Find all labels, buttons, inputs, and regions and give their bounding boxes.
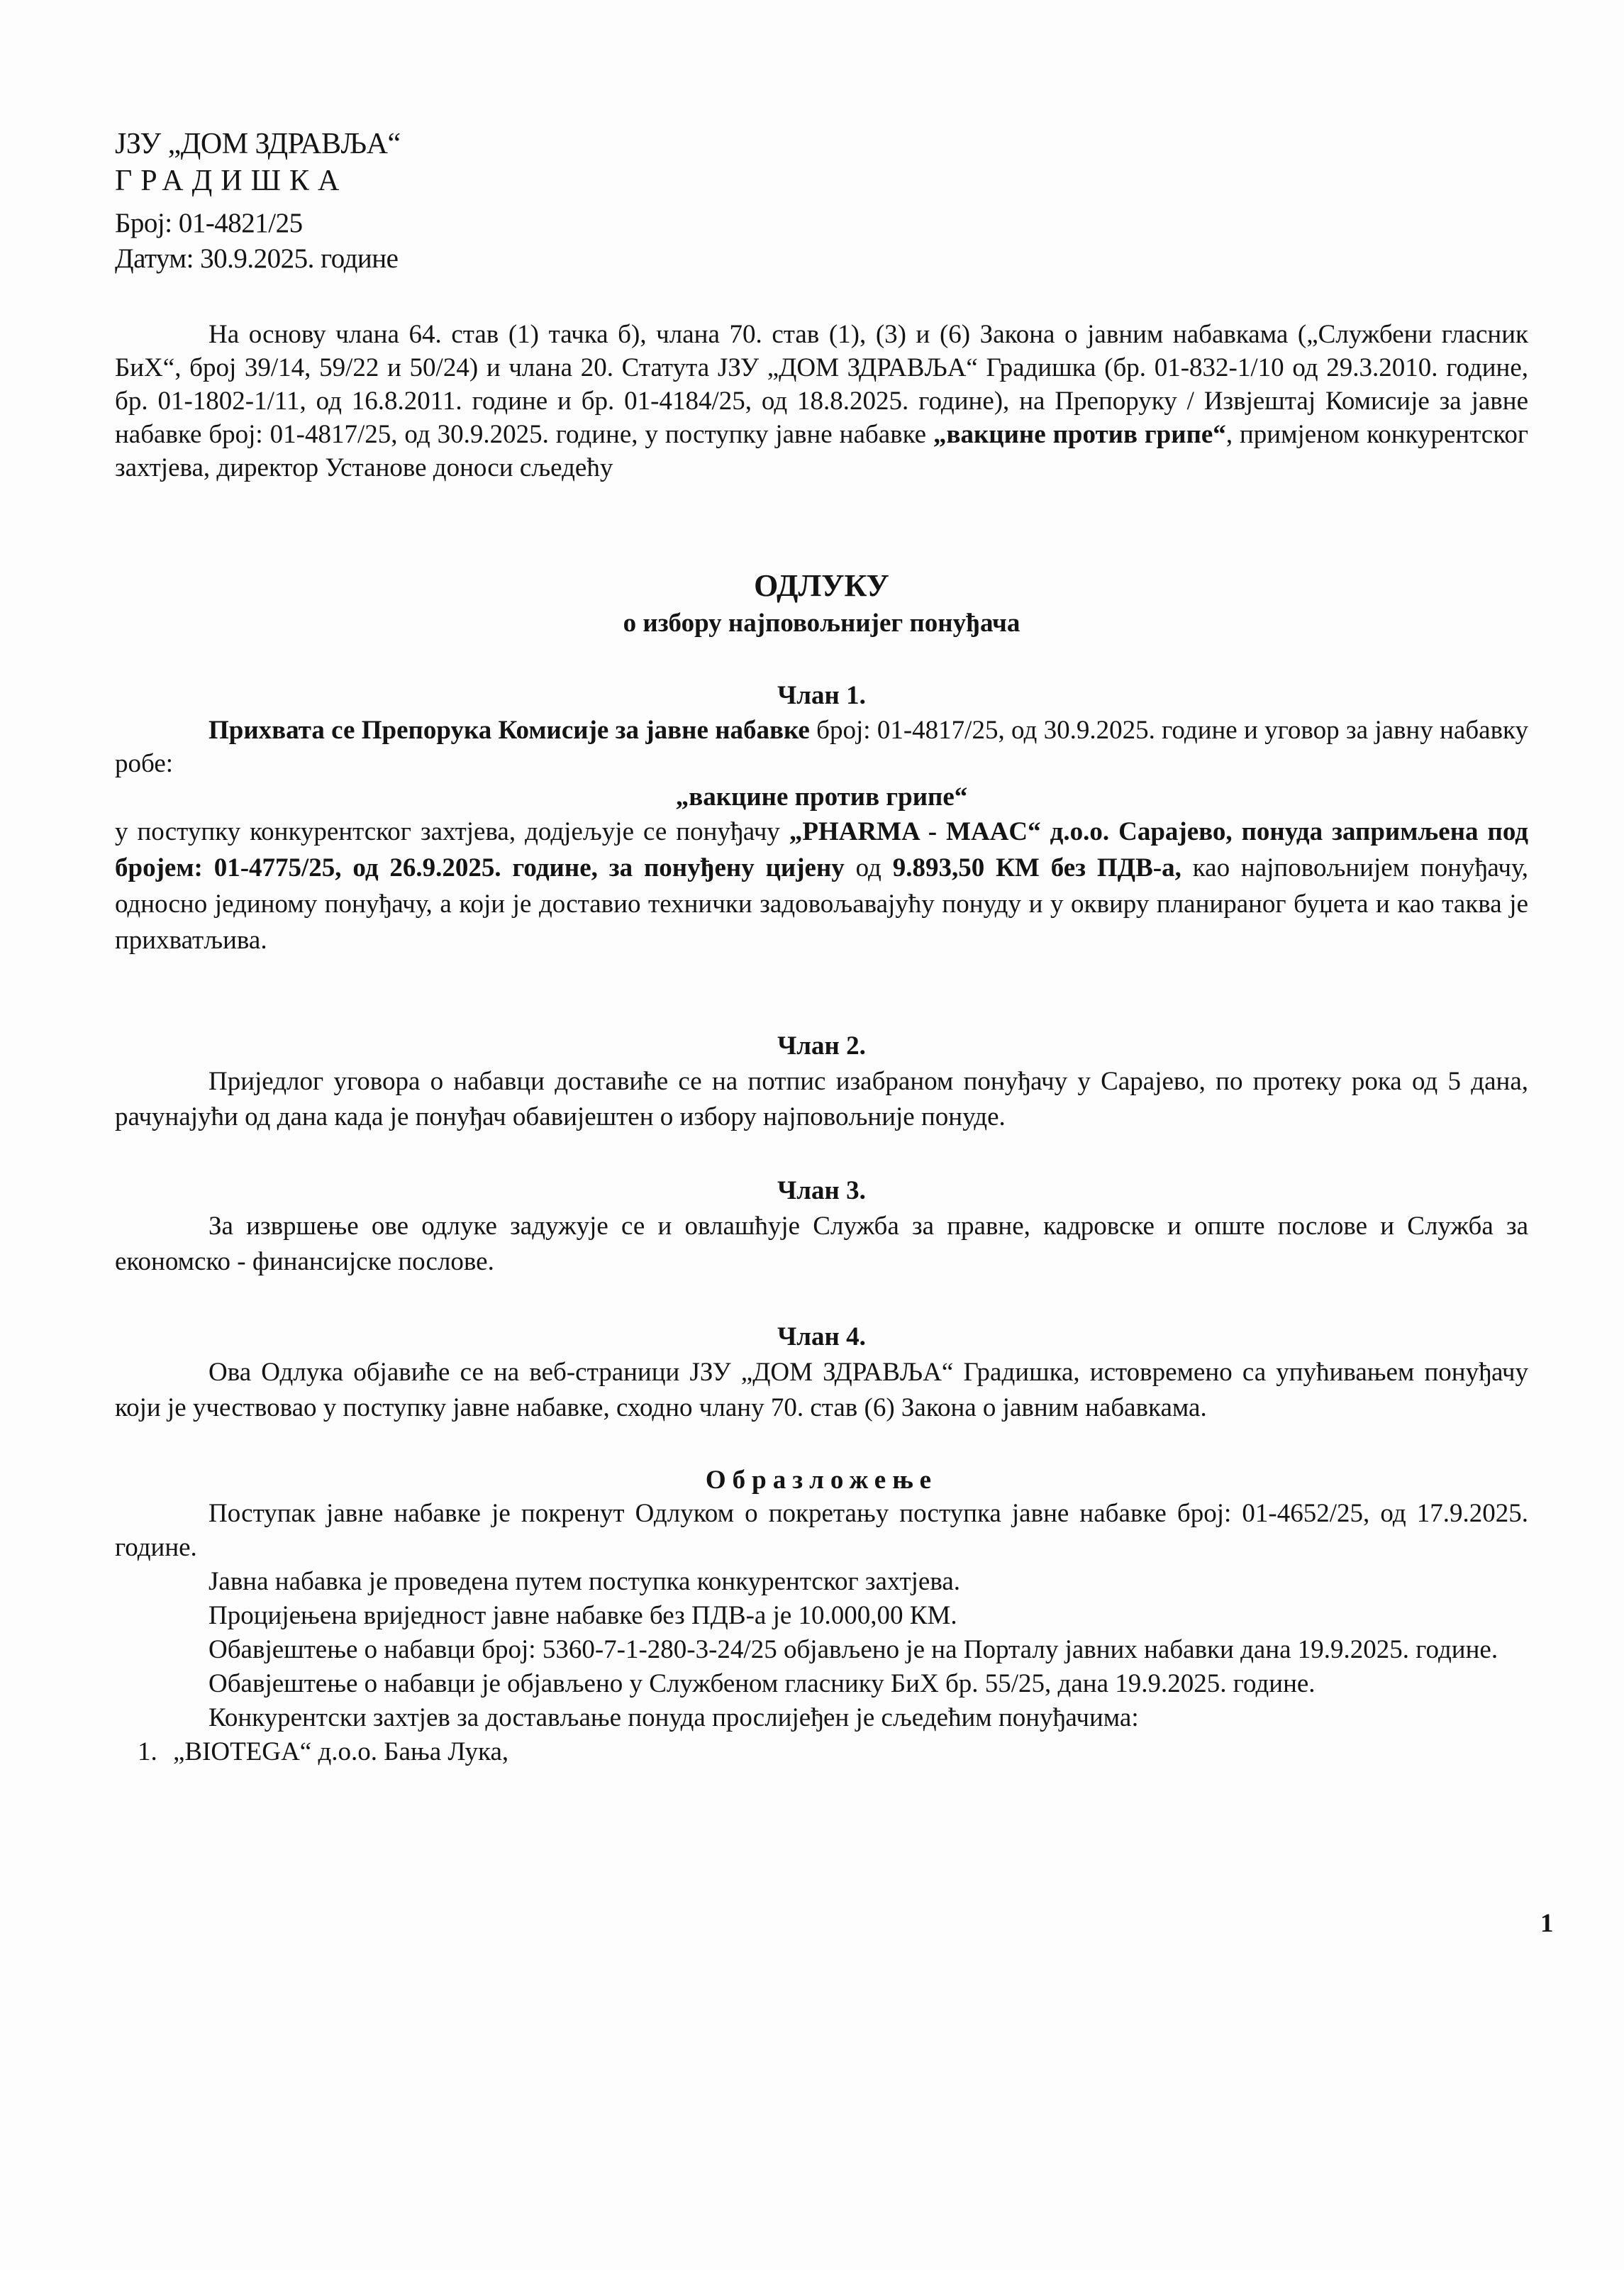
article-1-paragraph-1 (115, 714, 1528, 780)
article-4-heading: Члан 4. (777, 1322, 866, 1351)
reasoning-paragraph: Процијењена вриједност јавне набавке без ПДВ-а је 10.000,00 КМ. (208, 1601, 957, 1630)
article-2-paragraph: Приједлог уговора о набавци доставиће се на потпис изабраном понуђачу у Сарајево, по протеку рока од 5 дана, рачунајући од дана када је понуђач обавијештен о избору најповољније понуде. (115, 1067, 1528, 1131)
article-1-heading: Члан 1. (777, 681, 866, 710)
article-1-subject: „вакцине против грипе“ (675, 782, 968, 812)
preamble-paragraph (115, 318, 1528, 485)
article-1-accept-bold: Прихвата се Препорука Комисије за јавне набавке (208, 716, 810, 745)
connector-text: од (844, 853, 893, 882)
reasoning-paragraph: Конкурентски захтјев за достављање понуда прослијеђен је сљедећим понуђачима: (208, 1703, 1139, 1732)
reasoning-heading: Образложење (705, 1466, 938, 1495)
decision-title: ОДЛУКУ (754, 568, 889, 603)
preamble-text-1: На основу члана 64. став (1) тачка б), члана 70. став (1), (3) и (6) Закона о јавним набавкама („Службени гласник БиХ“, број 39/14, 59/22 и 50/24) и члана 20. Статута ЈЗУ „ДОМ ЗДРАВЉА“ Градишка (бр. 01-832-1/10 од 29.3.2010. године, бр. 01-1802-1/11, од 16.8.2011. године и бр. 01-4184/25, од 18.8.2025. године), на Препоруку / Извјештај Комисије за јавне набавке број: 01-4817/25, од 30.9.2025. године, у поступку јавне набавке (115, 320, 1528, 449)
page-number: 1 (1540, 1909, 1554, 1938)
bidder-list-item (115, 1735, 1528, 1769)
reasoning-paragraph: Поступак јавне набавке је покренут Одлуком о покретању поступка јавне набавке број: 01-4652/25, од 17.9.2025. године. (115, 1499, 1528, 1562)
article-1-accept-rest: број: 01-4817/25, од 30.9.2025. године и уговор за јавну набавку робе: (115, 716, 1529, 778)
reasoning-paragraph: Јавна набавка је проведена путем поступка конкурентског захтјева. (208, 1567, 961, 1596)
article-3-heading: Члан 3. (777, 1176, 866, 1205)
article-3-paragraph: За извршење ове одлуке задужује се и овлашћује Служба за правне, кадровске и опште послове и Служба за економско - финансијске послове. (115, 1212, 1528, 1276)
bid-number: бројем: 01-4775/25, од 26.9.2025. године, за понуђену цијену (115, 853, 845, 882)
decision-subtitle: о избору најповољнијег понуђача (623, 609, 1020, 638)
article-1-award-rest: као најповољнијем понуђачу, односно јединому понуђачу, а који је доставио технички задовољавајућу понуду и у оквиру планираног буџета и као таква је прихватљива. (115, 853, 1528, 955)
document-date: Датум: 30.9.2025. године (115, 243, 399, 274)
institution-city: ГРАДИШКА (115, 165, 348, 197)
selected-bidder: „PHARMA - MAAC“ д.о.о. Сарајево, понуда запримљена под (789, 817, 1528, 846)
bid-price: 9.893,50 КМ без ПДВ-а, (892, 853, 1181, 882)
reasoning-paragraph: Обавјештење о набавци број: 5360-7-1-280-3-24/25 објављено је на Порталу јавних набавки дана 19.9.2025. године. (208, 1635, 1498, 1664)
article-1-paragraph-2 (115, 814, 1528, 958)
article-4-paragraph: Ова Одлука објавиће се на веб-страници ЈЗУ „ДОМ ЗДРАВЉА“ Градишка, истовремено са упућивањем понуђачу који је учествовао у поступку јавне набавке, сходно члану 70. став (6) Закона о јавним набавкама. (115, 1358, 1528, 1422)
article-2-heading: Члан 2. (777, 1031, 866, 1061)
institution-name: ЈЗУ „ДОМ ЗДРАВЉА“ (115, 128, 401, 160)
list-number: 1. (138, 1737, 157, 1766)
document-number: Број: 01-4821/25 (115, 208, 303, 238)
article-1-award-text: у поступку конкурентског захтјева, додјељује се понуђачу (115, 817, 789, 846)
reasoning-body (115, 1497, 1528, 1769)
preamble-text-2: , примјеном конкурентског захтјева, директор Установе доноси сљедећу (115, 420, 1529, 482)
reasoning-paragraph: Обавјештење о набавци је објављено у Службеном гласнику БиХ бр. 55/25, дана 19.9.2025. године. (208, 1669, 1316, 1698)
list-text: „BIOTEGA“ д.о.о. Бања Лука, (173, 1737, 509, 1766)
procurement-subject: „вакцине против грипе“ (933, 420, 1226, 449)
